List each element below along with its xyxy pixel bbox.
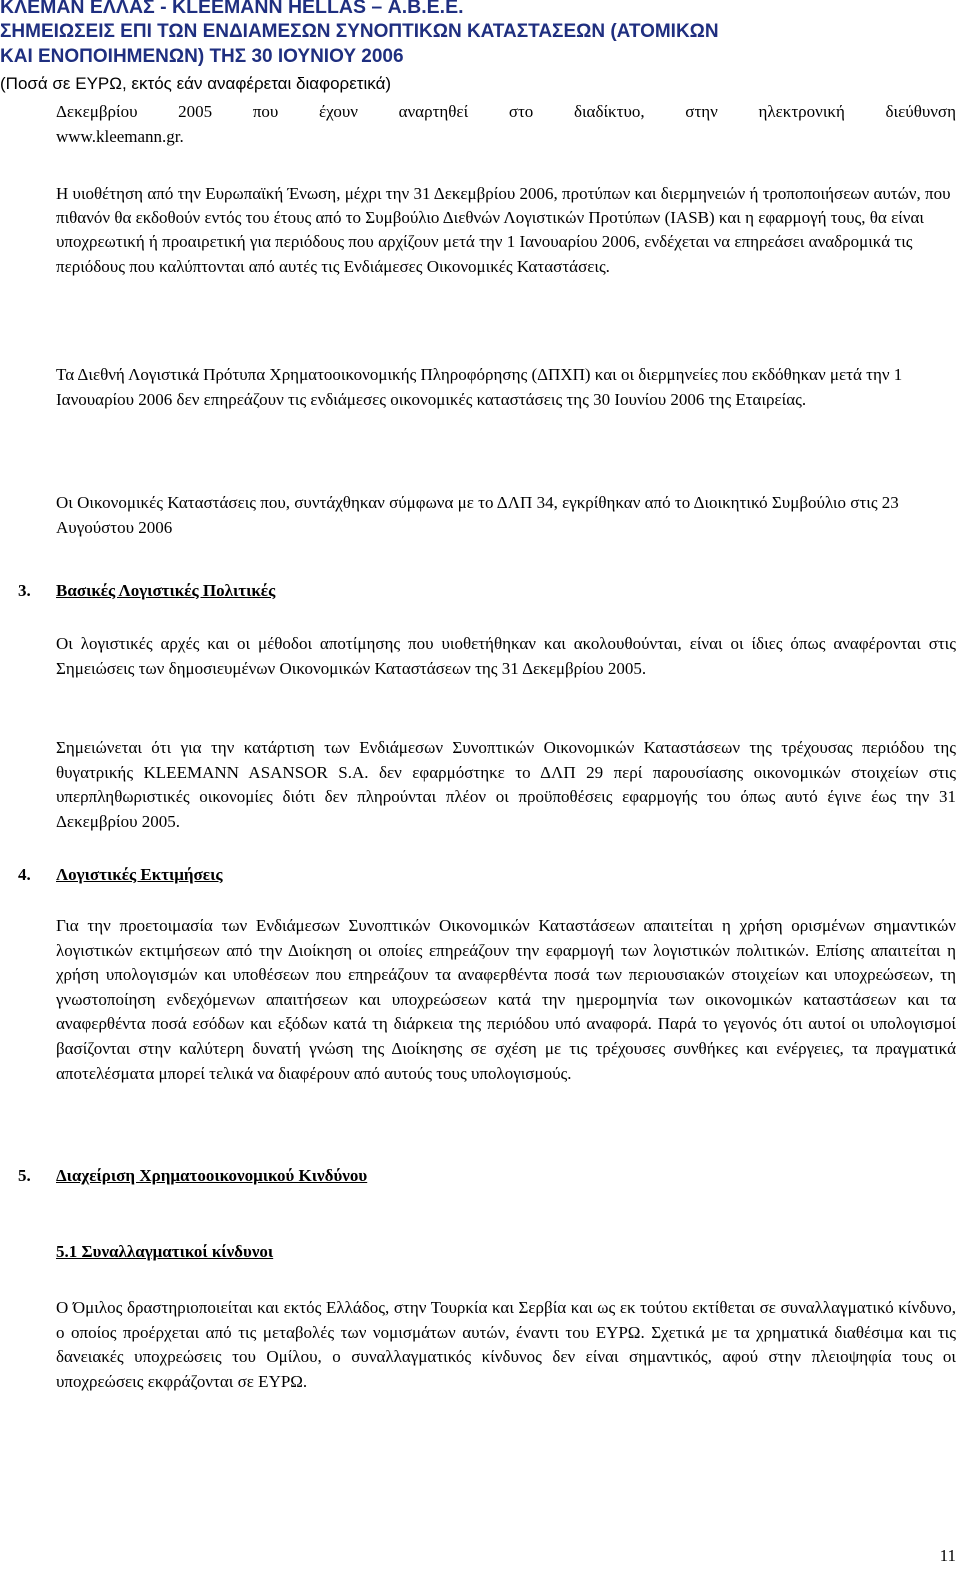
paragraph-ifrs-interpretations: Τα Διεθνή Λογιστικά Πρότυπα Χρηματοοικονομικής Πληροφόρησης (ΔΠΧΠ) και οι διερμηνείες που εκδόθηκαν μετά την 1 Ιανουαρίου 2006 δεν επηρεάζουν τις ενδιάμεσες οικονομικές καταστάσεις της 30 Ιουνίου 2006 της Εταιρείας. (56, 365, 903, 409)
paragraph-continued-line-1: Δεκεμβρίου 2005 που έχουν αναρτηθεί στο διαδίκτυο, στην ηλεκτρονική διεύθυνση (56, 102, 956, 121)
notes-title-line-2: ΚΑΙ ΕΝΟΠΟΙΗΜΕΝΩΝ) ΤΗΣ 30 ΙΟΥΝΙΟΥ 2006 (0, 46, 404, 67)
paragraph-accounting-policies: Οι λογιστικές αρχές και οι μέθοδοι αποτίμησης που υιοθετήθηκαν και ακολουθούνται, είναι οι ίδιες όπως αναφέρονται στις Σημειώσεις των δημοσιευμένων Οικονομικών Καταστάσεων της 31 Δεκεμβρίου 2005. (56, 634, 956, 678)
website-link[interactable]: www.kleemann.gr. (56, 127, 184, 146)
amounts-note: (Ποσά σε ΕΥΡΩ, εκτός εάν αναφέρεται διαφορετικά) (0, 74, 392, 93)
section-heading-4 (18, 863, 223, 887)
section-heading-3 (18, 579, 275, 603)
section-title: Βασικές Λογιστικές Πολιτικές (56, 581, 276, 600)
paragraph-accounting-estimates: Για την προετοιμασία των Ενδιάμεσων Συνοπτικών Οικονομικών Καταστάσεων απαιτείται η χρήση ορισμένων σημαντικών λογιστικών εκτιμήσεων από την Διοίκηση οι οποίες επηρεάζουν την εφαρμογή των λογιστικών πολιτικών. Επίσης απαιτείται η χρήση υπολογισμών και υποθέσεων που επηρεάζουν τα αναφερθέντα ποσά των περιουσιακών στοιχείων και υποχρεώσεων, τη γνωστοποίηση ενδεχόμενων απαιτήσεων και υποχρεώσεων κατά την ημερομηνία των οικονομικών καταστάσεων και τα αναφερθέντα ποσά εσόδων και εξόδων κατά τη διάρκεια της περιόδου υπό αναφορά. Παρά το γεγονός ότι αυτοί οι υπολογισμοί βασίζονται στην καλύτερη δυνατή γνώση της Διοίκησης σε σχέση με τις τρέχουσες συνθήκες και ενέργειες, τα πραγματικά αποτελέσματα μπορεί τελικά να διαφέρουν από αυτούς τους υπολογισμούς. (56, 916, 956, 1083)
page-number: 11 (939, 1546, 956, 1565)
section-heading-5 (18, 1164, 367, 1188)
section-number: 5. (18, 1166, 31, 1185)
paragraph-ifrs-adoption: Η υιοθέτηση από την Ευρωπαϊκή Ένωση, μέχρι την 31 Δεκεμβρίου 2006, προτύπων και διερμηνειών ή τροποποιήσεων αυτών, που πιθανόν θα εκδοθούν εντός του έτους από το Συμβούλιο Διεθνών Λογιστικών Προτύπων (IASB) και η εφαρμογή τους, θα είναι υποχρεωτική ή προαιρετική για περιόδους που αρχίζουν μετά την 1 Ιανουαρίου 2006, ενδέχεται να επηρεάσει αναδρομικά τις περιόδους που καλύπτονται από αυτές τις Ενδιάμεσες Οικονομικές Καταστάσεις. (56, 184, 951, 276)
section-title: Διαχείριση Χρηματοοικονομικού Κινδύνου (56, 1166, 368, 1185)
notes-title-line-1: ΣΗΜΕΙΩΣΕΙΣ ΕΠΙ ΤΩΝ ΕΝΔΙΑΜΕΣΩΝ ΣΥΝΟΠΤΙΚΩΝ ΚΑΤΑΣΤΑΣΕΩΝ (ΑΤΟΜΙΚΩΝ (0, 21, 719, 42)
paragraph-ias29-note: Σημειώνεται ότι για την κατάρτιση των Ενδιάμεσων Συνοπτικών Οικονομικών Καταστάσεων της τρέχουσας περιόδου της θυγατρικής KLEEMANN ASANSOR S.A. δεν εφαρμόστηκε το ΔΛΠ 29 περί παρουσίασης οικονομικών στοιχείων στις υπερπληθωριστικές οικονομίες διότι δεν πληρούνται πλέον οι προϋποθέσεις εφαρμογής του όπως αυτό έγινε έως την 31 Δεκεμβρίου 2005. (56, 738, 956, 831)
section-title: Λογιστικές Εκτιμήσεις (56, 865, 223, 884)
paragraph-fx-risk: Ο Όμιλος δραστηριοποιείται και εκτός Ελλάδος, στην Τουρκία και Σερβία και ως εκ τούτου εκτίθεται σε συναλλαγματικό κίνδυνο, ο οποίος προέρχεται από τις μεταβολές των νομισμάτων αυτών, έναντι του ΕΥΡΩ. Σχετικά με τα χρηματικά διαθέσιμα και τις δανειακές υποχρεώσεις του Ομίλου, ο συναλλαγματικός κίνδυνος δεν είναι σημαντικός, αφού στην πλειοψηφία τους οι υποχρεώσεις εκφράζονται σε ΕΥΡΩ. (56, 1298, 956, 1391)
section-number: 4. (18, 865, 31, 884)
company-name-header: ΚΛΕΜΑΝ ΕΛΛΑΣ - KLEEMANN HELLAS – Α.Β.Ε.Ε. (0, 0, 464, 18)
section-number: 3. (18, 581, 31, 600)
paragraph-board-approval: Οι Οικονομικές Καταστάσεις που, συντάχθηκαν σύμφωνα με το ΔΛΠ 34, εγκρίθηκαν από το Διοικητικό Συμβούλιο στις 23 Αυγούστου 2006 (56, 493, 899, 537)
subsection-heading-5-1: 5.1 Συναλλαγματικοί κίνδυνοι (56, 1242, 274, 1261)
